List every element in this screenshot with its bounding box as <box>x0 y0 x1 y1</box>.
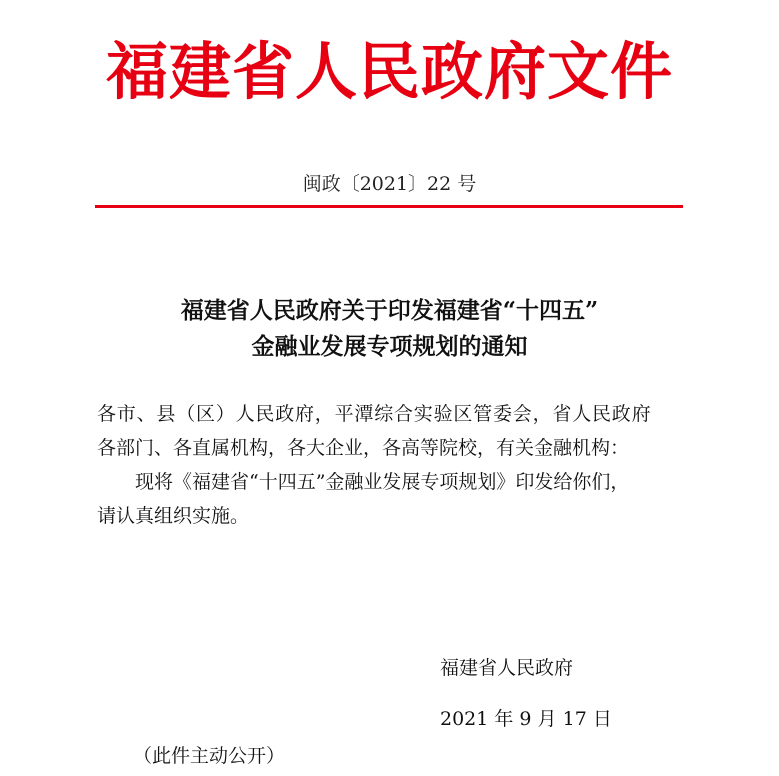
title-line-1: 福建省人民政府关于印发福建省“十四五” <box>180 297 599 324</box>
notice-body-line-2: 请认真组织实施。 <box>97 505 250 527</box>
issue-date: 2021 年 9 月 17 日 <box>440 708 612 730</box>
document-title <box>0 293 779 365</box>
addressee-line-1: 各市、县（区）人民政府，平潭综合实验区管委会，省人民政府 <box>97 403 652 425</box>
title-line-2: 金融业发展专项规划的通知 <box>251 333 528 360</box>
document-number: 闽政〔2021〕22 号 <box>302 173 477 195</box>
red-separator-rule <box>95 205 683 208</box>
document-masthead: 福建省人民政府文件 <box>105 35 673 108</box>
issuing-authority-signature: 福建省人民政府 <box>440 657 574 679</box>
publication-status-note: （此件主动公开） <box>133 745 286 767</box>
notice-body-line-1: 现将《福建省“十四五”金融业发展专项规划》印发给你们， <box>135 471 630 493</box>
addressee-line-2: 各部门、各直属机构，各大企业，各高等院校，有关金融机构： <box>97 437 630 459</box>
